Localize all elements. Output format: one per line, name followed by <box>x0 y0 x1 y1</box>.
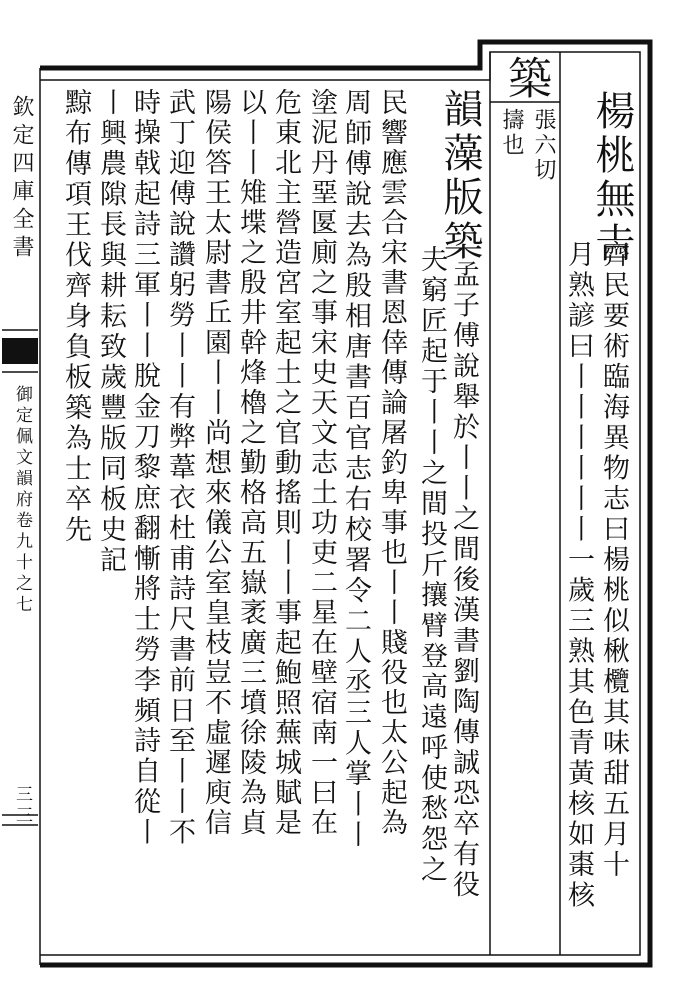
pronunciation: 張六切 <box>531 108 556 183</box>
margin-book-title: 欽定四庫全書 <box>9 95 34 263</box>
text-column-12: 時操戟起詩三軍丨丨脫金刀黎庶翻慚將士勞李頻詩自從丨 <box>129 88 160 848</box>
text-column-11: 武丁迎傅說讚躬勞丨丨有弊葦衣杜甫詩尺書前日至丨丨不 <box>164 88 195 848</box>
entry-title-yangtao: 楊桃無𠮷 <box>589 90 635 266</box>
text-column-2: 月熟諺曰丨丨丨丨丨丨一歲三熟其色青黃核如棗核 <box>563 240 594 911</box>
text-column-10: 陽侯答王太尉書丘園丨丨尚想來儀公室皇枝豈不虛遲庾信 <box>200 88 231 838</box>
margin-volume-title: 御定佩文韻府卷九十之七 <box>12 385 32 616</box>
text-column-3: 孟子傅說舉於丨丨之間後漢書劉陶傳誠恐卒有役 <box>448 260 479 901</box>
text-column-8: 危東北主營造宮室起土之官動搖則丨丨事起鮑照蕪城賦是 <box>270 88 301 838</box>
text-column-9: 以丨丨雉堞之殷井幹烽櫓之勤格高五嶽袤廣三墳徐陵為貞 <box>235 88 266 838</box>
text-column-6: 周師傅說去為殷相唐書百官志右校署令二人丞三人掌丨丨 <box>340 88 371 851</box>
margin-page-number: 三三 <box>12 785 32 827</box>
text-column-7: 塗泥丹堊匽廁之事宋史天文志土功吏二星在壁宿南一曰在 <box>306 88 337 838</box>
text-column-5: 民響應雲合宋書恩倖傳論屠釣卑事也丨丨賤役也太公起為 <box>376 88 407 838</box>
section-title-yunzao-banzhu: 韻藻版築 <box>437 88 483 264</box>
text-column-4: 夫窮匠起于丨丨之間投斤攘臂登高遠呼使愁怨之 <box>416 245 447 886</box>
text-column-13: 丨興農隙長與耕耘致歲豐版同板史記 <box>95 88 126 576</box>
definition: 擣也 <box>499 108 524 158</box>
text-column-1: 齊民要術臨海異物志曰楊桃似楸欖其味甜五月十 <box>598 240 629 881</box>
text-column-14: 黥布傳項王伐齊身負板築為士卒先 <box>60 88 91 546</box>
head-character: 築 <box>500 55 551 101</box>
